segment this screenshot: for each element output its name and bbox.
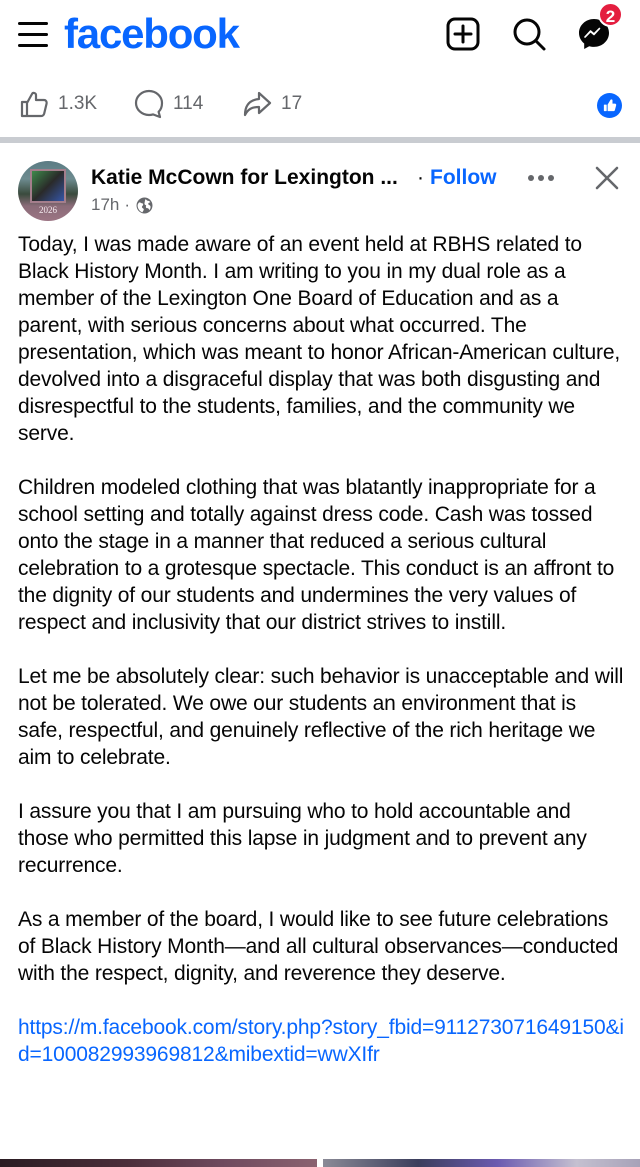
post-meta: [91, 195, 153, 215]
post-photo[interactable]: [0, 1159, 317, 1167]
post-photos: [0, 1159, 640, 1167]
more-dot: [528, 175, 534, 181]
meta-separator: ·: [124, 195, 131, 214]
post-header: [0, 143, 640, 228]
follow-button[interactable]: Follow: [430, 166, 497, 189]
search-icon: [511, 16, 547, 52]
comment-bubble-icon: [133, 88, 165, 120]
thumbs-up-filled-icon: [602, 98, 617, 113]
separator: ·: [417, 166, 424, 189]
share-count: 17: [281, 93, 303, 114]
like-reaction-icon[interactable]: [597, 93, 622, 118]
post-link[interactable]: https://m.facebook.com/story.php?story_fbid=911273071649150&id=100082993969812&mibextid=wwXIfr: [18, 1016, 624, 1066]
author-name[interactable]: Katie McCown for Lexington ...: [91, 166, 398, 189]
facebook-logo[interactable]: facebook: [64, 10, 239, 57]
close-icon[interactable]: [594, 165, 620, 191]
messenger-notification-badge: 2: [598, 2, 623, 27]
post-paragraph: As a member of the board, I would like to see future celebrations of Black History Month—and all cultural observances—conducted with the respect, dignity, and reverence they deserve.: [18, 908, 619, 985]
post-paragraph: Children modeled clothing that was blatantly inappropriate for a school setting and totally against dress code. Cash was tossed onto the stage in a manner that reduced a serious cultural celebration to a grotesque spectacle. This conduct is an affront to the dignity of our students and undermines the very values of respect and inclusivity that our district strives to instill.: [18, 476, 615, 634]
share-button[interactable]: [241, 88, 302, 120]
share-arrow-icon: [241, 88, 273, 120]
hamburger-menu-icon[interactable]: [18, 22, 48, 48]
globe-icon: [136, 197, 153, 214]
more-dot: [538, 175, 544, 181]
post-photo[interactable]: [323, 1159, 640, 1167]
like-count: 1.3K: [58, 93, 98, 114]
more-options-button[interactable]: [528, 175, 554, 181]
thumbs-up-icon: [18, 88, 50, 120]
post-paragraph: Let me be absolutely clear: such behavior is unacceptable and will not be tolerated. We owe our students an environment that is safe, respectful, and genuinely reflective of the rich heritage we aim to celebrate.: [18, 665, 624, 769]
post-time[interactable]: 17h: [91, 195, 120, 214]
create-post-button[interactable]: [445, 16, 481, 52]
post-body: [18, 231, 626, 1068]
plus-square-icon: [445, 16, 481, 52]
more-dot: [548, 175, 554, 181]
author-avatar[interactable]: 2026: [18, 161, 78, 221]
comment-count: 114: [173, 93, 204, 114]
like-button[interactable]: [18, 88, 97, 120]
previous-post-actions: [0, 80, 640, 130]
comment-button[interactable]: [133, 88, 203, 120]
search-button[interactable]: [511, 16, 547, 52]
post-paragraph: I assure you that I am pursuing who to hold accountable and those who permitted this lapse in judgment and to prevent any recurrence.: [18, 800, 587, 877]
top-bar: [0, 0, 640, 76]
post-paragraph: Today, I was made aware of an event held at RBHS related to Black History Month. I am writing to you in my dual role as a member of the Lexington One Board of Education and as a parent, with serious concerns about what occurred. The presentation, which was meant to honor African-American culture, devolved into a disgraceful display that was both disgusting and disrespectful to the students, families, and the community we serve.: [18, 233, 621, 445]
